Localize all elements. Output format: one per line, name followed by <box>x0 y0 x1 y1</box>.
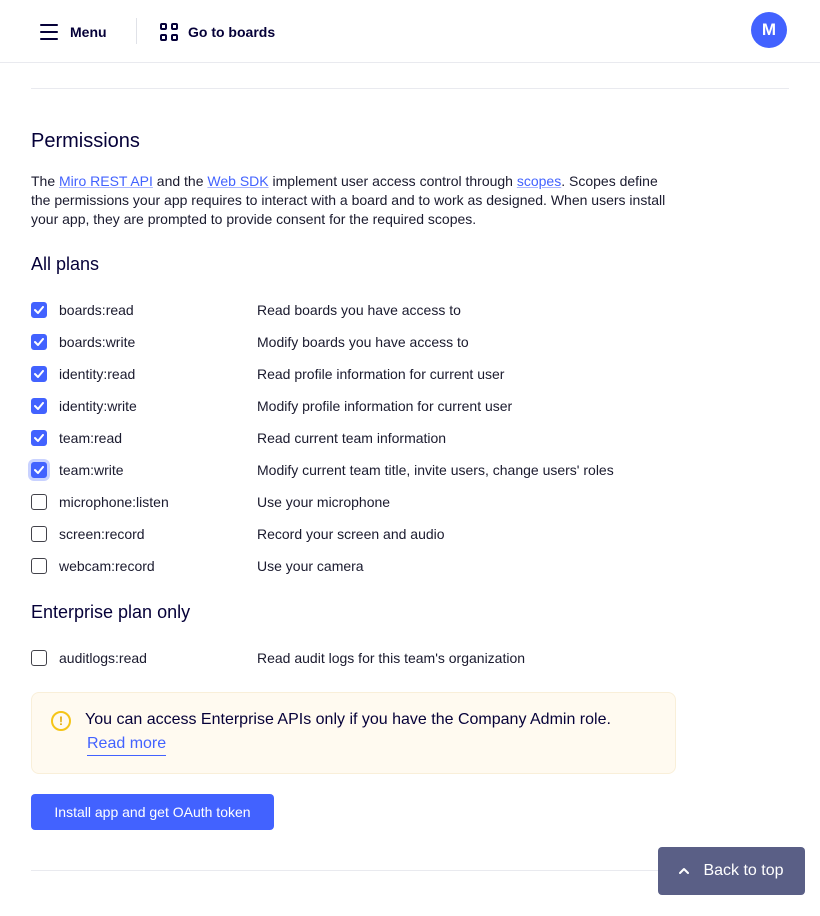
menu-button[interactable] <box>40 18 107 46</box>
web-sdk-link[interactable]: Web SDK <box>207 173 269 189</box>
avatar[interactable]: M <box>751 12 787 48</box>
scope-row-screen-record <box>31 524 731 544</box>
scope-name: microphone:listen <box>59 494 169 510</box>
scope-checkbox[interactable] <box>31 462 47 478</box>
divider <box>31 88 789 89</box>
all-plans-title: All plans <box>31 254 100 274</box>
back-to-top-button[interactable] <box>658 847 805 895</box>
read-more-link[interactable]: Read more <box>87 735 166 756</box>
enterprise-plan-title: Enterprise plan only <box>31 602 191 622</box>
permissions-intro <box>31 172 681 229</box>
scope-row-identity-write <box>31 396 731 416</box>
scopes-link[interactable]: scopes <box>516 173 562 189</box>
scope-row-team-read <box>31 428 731 448</box>
scope-checkbox[interactable] <box>31 494 47 510</box>
scope-checkbox[interactable] <box>31 302 47 318</box>
top-bar <box>0 0 820 63</box>
menu-label: Menu <box>70 24 107 40</box>
scope-description: Modify boards you have access to <box>257 334 469 350</box>
scope-checkbox[interactable] <box>31 334 47 350</box>
scope-row-boards-read <box>31 300 731 320</box>
go-to-boards-button[interactable] <box>160 18 275 46</box>
scope-name: boards:read <box>59 302 134 318</box>
scope-checkbox[interactable] <box>31 526 47 542</box>
scope-description: Use your microphone <box>257 494 391 510</box>
intro-text: and the <box>152 173 208 189</box>
scope-description: Read profile information for current user <box>257 366 505 382</box>
divider <box>136 18 137 44</box>
intro-text: The <box>31 173 60 189</box>
scope-description: Use your camera <box>257 558 364 574</box>
scope-name: team:read <box>59 430 123 446</box>
scope-description: Read current team information <box>257 430 447 446</box>
scope-row-auditlogs-read <box>31 648 731 668</box>
grid-icon <box>160 23 178 41</box>
intro-text: implement user access control through <box>268 173 517 189</box>
enterprise-notice <box>31 692 676 774</box>
checkmark-icon <box>34 434 44 442</box>
scope-name: identity:read <box>59 366 136 382</box>
scope-checkbox[interactable] <box>31 558 47 574</box>
scope-name: identity:write <box>59 398 137 414</box>
scope-description: Modify current team title, invite users, change users' roles <box>257 462 614 478</box>
miro-rest-api-link[interactable]: Miro REST API <box>59 173 153 189</box>
scope-name: team:write <box>59 462 124 478</box>
intro-text: . Scopes define the permissions your app requires to interact with a board and to work as designed. When users install your app, they are prompted to provide consent for the required scopes. <box>31 173 666 227</box>
notice-text: You can access Enterprise APIs only if you have the Company Admin role. <box>85 711 611 728</box>
install-app-button[interactable]: Install app and get OAuth token <box>31 794 274 830</box>
checkmark-icon <box>34 338 44 346</box>
scope-description: Modify profile information for current user <box>257 398 513 414</box>
scope-name: screen:record <box>59 526 145 542</box>
warning-icon: ! <box>51 711 71 731</box>
scope-row-microphone-listen <box>31 492 731 512</box>
scope-row-team-write <box>31 460 731 480</box>
permissions-title: Permissions <box>31 130 140 152</box>
scope-checkbox[interactable] <box>31 398 47 414</box>
scope-checkbox[interactable] <box>31 650 47 666</box>
scope-description: Read boards you have access to <box>257 302 461 318</box>
checkmark-icon <box>34 402 44 410</box>
scope-description: Record your screen and audio <box>257 526 445 542</box>
scope-name: webcam:record <box>59 558 155 574</box>
checkmark-icon <box>34 466 44 474</box>
checkmark-icon <box>34 306 44 314</box>
scope-row-webcam-record <box>31 556 731 576</box>
hamburger-icon <box>40 24 58 40</box>
go-to-boards-label: Go to boards <box>188 24 276 40</box>
scope-row-boards-write <box>31 332 731 352</box>
chevron-up-icon <box>679 866 689 876</box>
scope-name: auditlogs:read <box>59 650 147 666</box>
checkmark-icon <box>34 370 44 378</box>
scope-description: Read audit logs for this team's organization <box>257 650 526 666</box>
back-to-top-label: Back to top <box>703 862 784 879</box>
scope-checkbox[interactable] <box>31 366 47 382</box>
scope-checkbox[interactable] <box>31 430 47 446</box>
scope-name: boards:write <box>59 334 136 350</box>
scope-row-identity-read <box>31 364 731 384</box>
